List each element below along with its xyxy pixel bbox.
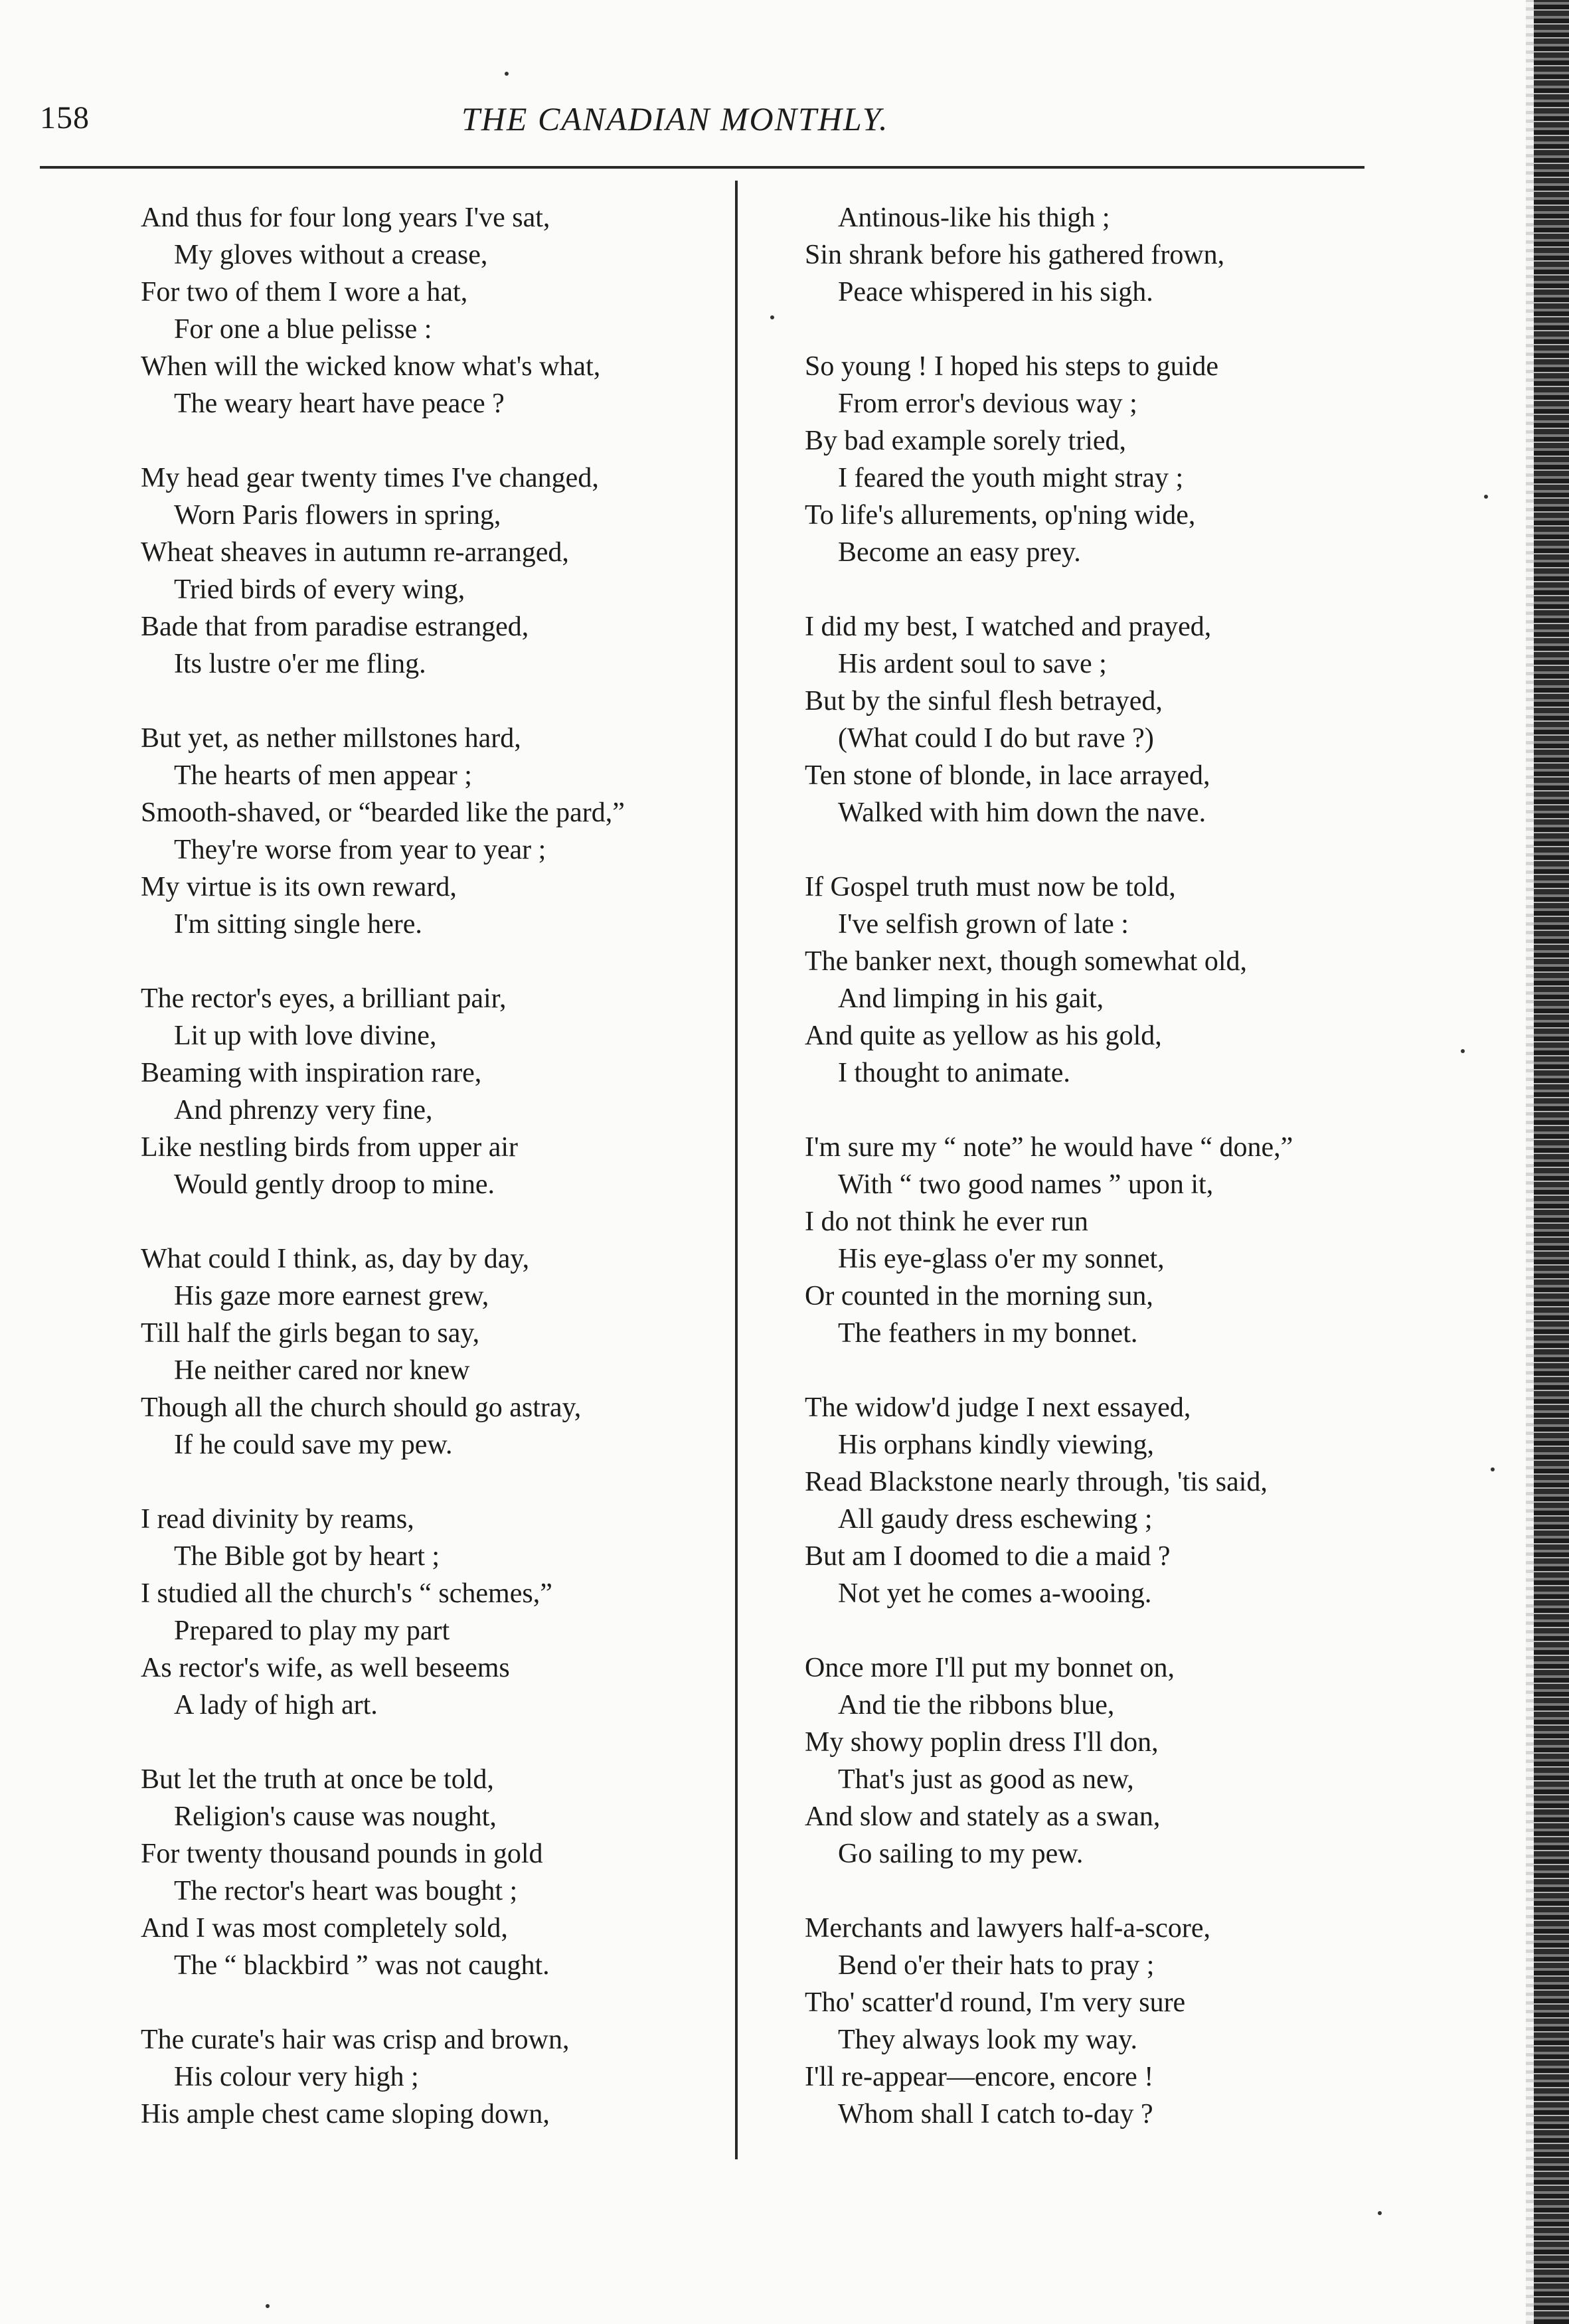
verse-line: Go sailing to my pew.: [838, 1839, 1084, 1869]
verse-line: And I was most completely sold,: [141, 1913, 508, 1944]
verse-line: The curate's hair was crisp and brown,: [141, 2025, 570, 2055]
verse-line: The weary heart have peace ?: [174, 388, 505, 419]
verse-line: Not yet he comes a-wooing.: [838, 1578, 1152, 1609]
verse-line: And phrenzy very fine,: [174, 1095, 433, 1125]
stanza-gap: [141, 1984, 625, 2021]
verse-line: Religion's cause was nought,: [174, 1801, 497, 1832]
verse-line: Till half the girls began to say,: [141, 1318, 480, 1349]
print-speck: [1484, 495, 1488, 499]
verse-line: His eye-glass o'er my sonnet,: [838, 1244, 1165, 1274]
binding-edge-shadow: [1526, 0, 1534, 2324]
verse-line: His colour very high ;: [174, 2062, 419, 2092]
print-speck: [505, 72, 509, 76]
verse-line: But am I doomed to die a maid ?: [805, 1541, 1171, 1572]
verse-line: If Gospel truth must now be told,: [805, 872, 1176, 902]
verse-line: Read Blackstone nearly through, 'tis said,: [805, 1467, 1268, 1497]
verse-line: But yet, as nether millstones hard,: [141, 723, 521, 754]
stanza: [141, 2021, 625, 2133]
verse-line: I'm sitting single here.: [174, 909, 422, 940]
verse-line: For twenty thousand pounds in gold: [141, 1839, 543, 1869]
verse-line: And limping in his gait,: [838, 983, 1104, 1014]
verse-line: With “ two good names ” upon it,: [838, 1169, 1214, 1200]
verse-line: Or counted in the morning sun,: [805, 1281, 1153, 1311]
verse-line: A lady of high art.: [174, 1690, 378, 1720]
stanza: [141, 1501, 625, 1724]
verse-line: And quite as yellow as his gold,: [805, 1021, 1162, 1051]
stanza: [805, 199, 1293, 311]
verse-line: As rector's wife, as well beseems: [141, 1653, 510, 1683]
stanza: [141, 1761, 625, 1984]
verse-line: The feathers in my bonnet.: [838, 1318, 1138, 1349]
verse-line: My showy poplin dress I'll don,: [805, 1727, 1159, 1758]
verse-line: Sin shrank before his gathered frown,: [805, 240, 1225, 270]
stanza: [805, 1389, 1293, 1612]
verse-line: Though all the church should go astray,: [141, 1392, 582, 1423]
column-divider: [735, 181, 738, 2159]
verse-line: Bade that from paradise estranged,: [141, 612, 529, 642]
stanza-gap: [805, 311, 1293, 348]
verse-line: Tho' scatter'd round, I'm very sure: [805, 1987, 1186, 2018]
verse-line: His ardent soul to save ;: [838, 649, 1107, 679]
print-speck: [1491, 1467, 1495, 1471]
verse-line: All gaudy dress eschewing ;: [838, 1504, 1153, 1535]
stanza: [141, 720, 625, 943]
verse-line: From error's devious way ;: [838, 388, 1137, 419]
verse-line: Once more I'll put my bonnet on,: [805, 1653, 1175, 1683]
verse-line: I read divinity by reams,: [141, 1504, 414, 1535]
stanza-gap: [805, 571, 1293, 608]
right-column: [805, 199, 1293, 2133]
stanza-gap: [805, 1092, 1293, 1129]
verse-line: Bend o'er their hats to pray ;: [838, 1950, 1155, 1981]
print-speck: [1378, 2211, 1382, 2215]
verse-line: That's just as good as new,: [838, 1764, 1134, 1795]
verse-line: What could I think, as, day by day,: [141, 1244, 530, 1274]
binding-edge: [1534, 0, 1569, 2324]
left-column: [141, 199, 625, 2133]
verse-line: The rector's heart was bought ;: [174, 1876, 518, 1906]
verse-line: Smooth-shaved, or “bearded like the pard,”: [141, 797, 625, 828]
stanza-gap: [141, 1463, 625, 1501]
stanza-gap: [805, 1352, 1293, 1389]
verse-line: I thought to animate.: [838, 1058, 1070, 1088]
verse-line: And slow and stately as a swan,: [805, 1801, 1161, 1832]
verse-line: Like nestling birds from upper air: [141, 1132, 519, 1163]
verse-line: Lit up with love divine,: [174, 1021, 437, 1051]
verse-line: The hearts of men appear ;: [174, 760, 472, 791]
stanza-gap: [141, 1203, 625, 1240]
verse-line: The rector's eyes, a brilliant pair,: [141, 983, 507, 1014]
print-speck: [266, 2304, 270, 2308]
verse-line: I've selfish grown of late :: [838, 909, 1129, 940]
verse-line: He neither cared nor knew: [174, 1355, 470, 1386]
verse-line: For two of them I wore a hat,: [141, 277, 468, 307]
verse-line: The Bible got by heart ;: [174, 1541, 440, 1572]
verse-line: To life's allurements, op'ning wide,: [805, 500, 1196, 531]
stanza: [805, 608, 1293, 831]
stanza: [141, 980, 625, 1203]
verse-line: So young ! I hoped his steps to guide: [805, 351, 1218, 382]
stanza: [141, 199, 625, 422]
verse-line: But by the sinful flesh betrayed,: [805, 686, 1163, 716]
verse-line: The “ blackbird ” was not caught.: [174, 1950, 550, 1981]
verse-line: (What could I do but rave ?): [838, 723, 1154, 754]
verse-line: Walked with him down the nave.: [838, 797, 1206, 828]
verse-line: By bad example sorely tried,: [805, 426, 1127, 456]
stanza: [141, 459, 625, 683]
stanza: [805, 348, 1293, 571]
verse-line: For one a blue pelisse :: [174, 314, 432, 345]
verse-line: And tie the ribbons blue,: [838, 1690, 1115, 1720]
verse-line: Its lustre o'er me fling.: [174, 649, 426, 679]
verse-line: Ten stone of blonde, in lace arrayed,: [805, 760, 1210, 791]
verse-line: But let the truth at once be told,: [141, 1764, 494, 1795]
verse-line: Would gently droop to mine.: [174, 1169, 495, 1200]
stanza: [805, 1129, 1293, 1352]
stanza-gap: [141, 683, 625, 720]
verse-line: And thus for four long years I've sat,: [141, 203, 550, 233]
stanza-gap: [141, 422, 625, 459]
verse-line: Tried birds of every wing,: [174, 574, 465, 605]
verse-line: I'll re-appear—encore, encore !: [805, 2062, 1154, 2092]
stanza-gap: [805, 1872, 1293, 1910]
verse-line: I did my best, I watched and prayed,: [805, 612, 1212, 642]
verse-line: Merchants and lawyers half-a-score,: [805, 1913, 1211, 1944]
header-rule: [40, 166, 1364, 169]
stanza: [805, 1649, 1293, 1872]
verse-line: Peace whispered in his sigh.: [838, 277, 1153, 307]
verse-line: My gloves without a crease,: [174, 240, 488, 270]
verse-line: The banker next, though somewhat old,: [805, 946, 1248, 977]
stanza: [805, 1910, 1293, 2133]
verse-line: His gaze more earnest grew,: [174, 1281, 489, 1311]
verse-line: Antinous-like his thigh ;: [838, 203, 1110, 233]
verse-line: My head gear twenty times I've changed,: [141, 463, 599, 493]
stanza-gap: [805, 1612, 1293, 1649]
verse-line: They always look my way.: [838, 2025, 1138, 2055]
verse-line: They're worse from year to year ;: [174, 835, 546, 865]
verse-line: My virtue is its own reward,: [141, 872, 457, 902]
verse-line: I'm sure my “ note” he would have “ done,”: [805, 1132, 1293, 1163]
verse-line: Become an easy prey.: [838, 537, 1081, 568]
verse-line: Whom shall I catch to-day ?: [838, 2099, 1153, 2129]
verse-line: If he could save my pew.: [174, 1430, 453, 1460]
verse-line: Prepared to play my part: [174, 1616, 450, 1646]
verse-line: Wheat sheaves in autumn re-arranged,: [141, 537, 569, 568]
stanza-gap: [141, 943, 625, 980]
verse-line: His ample chest came sloping down,: [141, 2099, 550, 2129]
verse-line: His orphans kindly viewing,: [838, 1430, 1154, 1460]
stanza: [805, 869, 1293, 1092]
verse-line: The widow'd judge I next essayed,: [805, 1392, 1191, 1423]
stanza-gap: [141, 1724, 625, 1761]
verse-line: When will the wicked know what's what,: [141, 351, 601, 382]
verse-line: Worn Paris flowers in spring,: [174, 500, 501, 531]
stanza-gap: [805, 831, 1293, 869]
verse-line: Beaming with inspiration rare,: [141, 1058, 482, 1088]
print-speck: [1461, 1049, 1465, 1053]
stanza: [141, 1240, 625, 1463]
verse-line: I feared the youth might stray ;: [838, 463, 1184, 493]
page-number: 158: [40, 100, 90, 135]
print-speck: [770, 315, 774, 319]
verse-line: I do not think he ever run: [805, 1206, 1088, 1237]
verse-line: I studied all the church's “ schemes,”: [141, 1578, 552, 1609]
running-title: THE CANADIAN MONTHLY.: [461, 100, 889, 137]
